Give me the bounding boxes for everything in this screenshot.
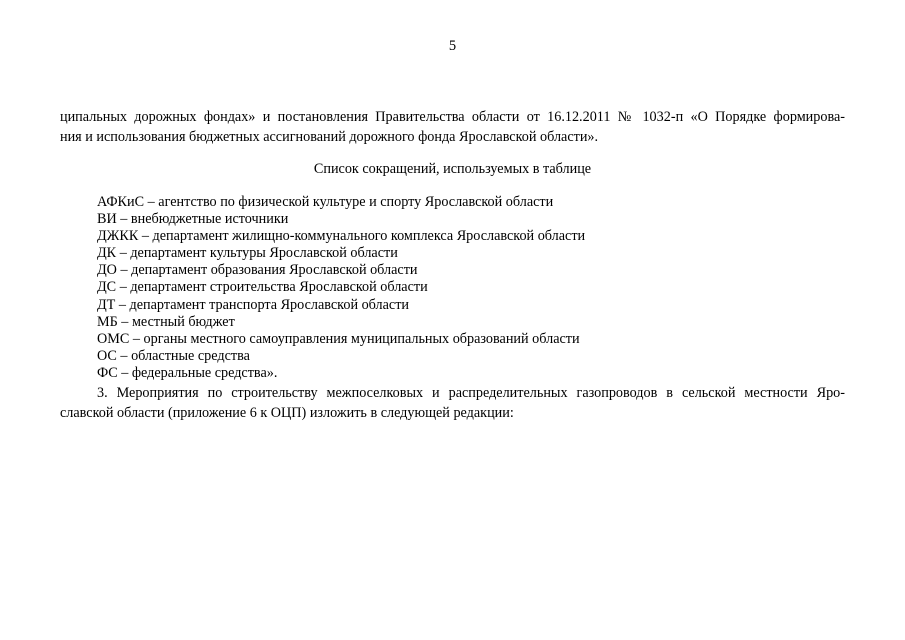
abbreviations-title: Список сокращений, используемых в таблице [313,161,592,177]
abbreviation-item: ДО – департамент образования Ярославской области [97,262,418,279]
abbreviation-item: ДК – департамент культуры Ярославской области [97,245,398,262]
abbreviations-list [97,194,585,382]
abbreviation-item: ВИ – внебюджетные источники [97,211,289,228]
abbreviation-item: ДТ – департамент транспорта Ярославской области [97,296,410,313]
intro-paragraph-line-2: ния и использования бюджетных ассигнований дорожного фонда Ярославской области». [60,128,599,145]
intro-paragraph [60,108,845,147]
abbreviation-item: ДЖКК – департамент жилищно-коммунального комплекса Ярославской области [97,228,586,245]
abbreviation-item: ФС – федеральные средства». [97,364,278,381]
abbreviation-item: АФКиС – агентство по физической культуре и спорту Ярославской области [97,194,554,210]
paragraph-three-line-2: славской области (приложение 6 к ОЦП) изложить в следующей редакции: [60,404,514,421]
paragraph-three [60,384,845,423]
abbreviation-item: ОМС – органы местного самоуправления муниципальных образований области [97,330,580,347]
page-number: 5 [448,38,457,54]
abbreviation-item: МБ – местный бюджет [97,313,235,330]
paragraph-three-line-1: 3. Мероприятия по строительству межпоселковых и распределительных газопроводов в сельской местности Яро- [97,385,845,401]
intro-paragraph-line-1: ципальных дорожных фондах» и постановления Правительства области от 16.12.2011 № 1032-п «О Порядке формирова- [60,109,845,125]
abbreviation-item: ОС – областные средства [97,347,250,364]
abbreviation-item: ДС – департамент строительства Ярославской области [97,279,428,296]
